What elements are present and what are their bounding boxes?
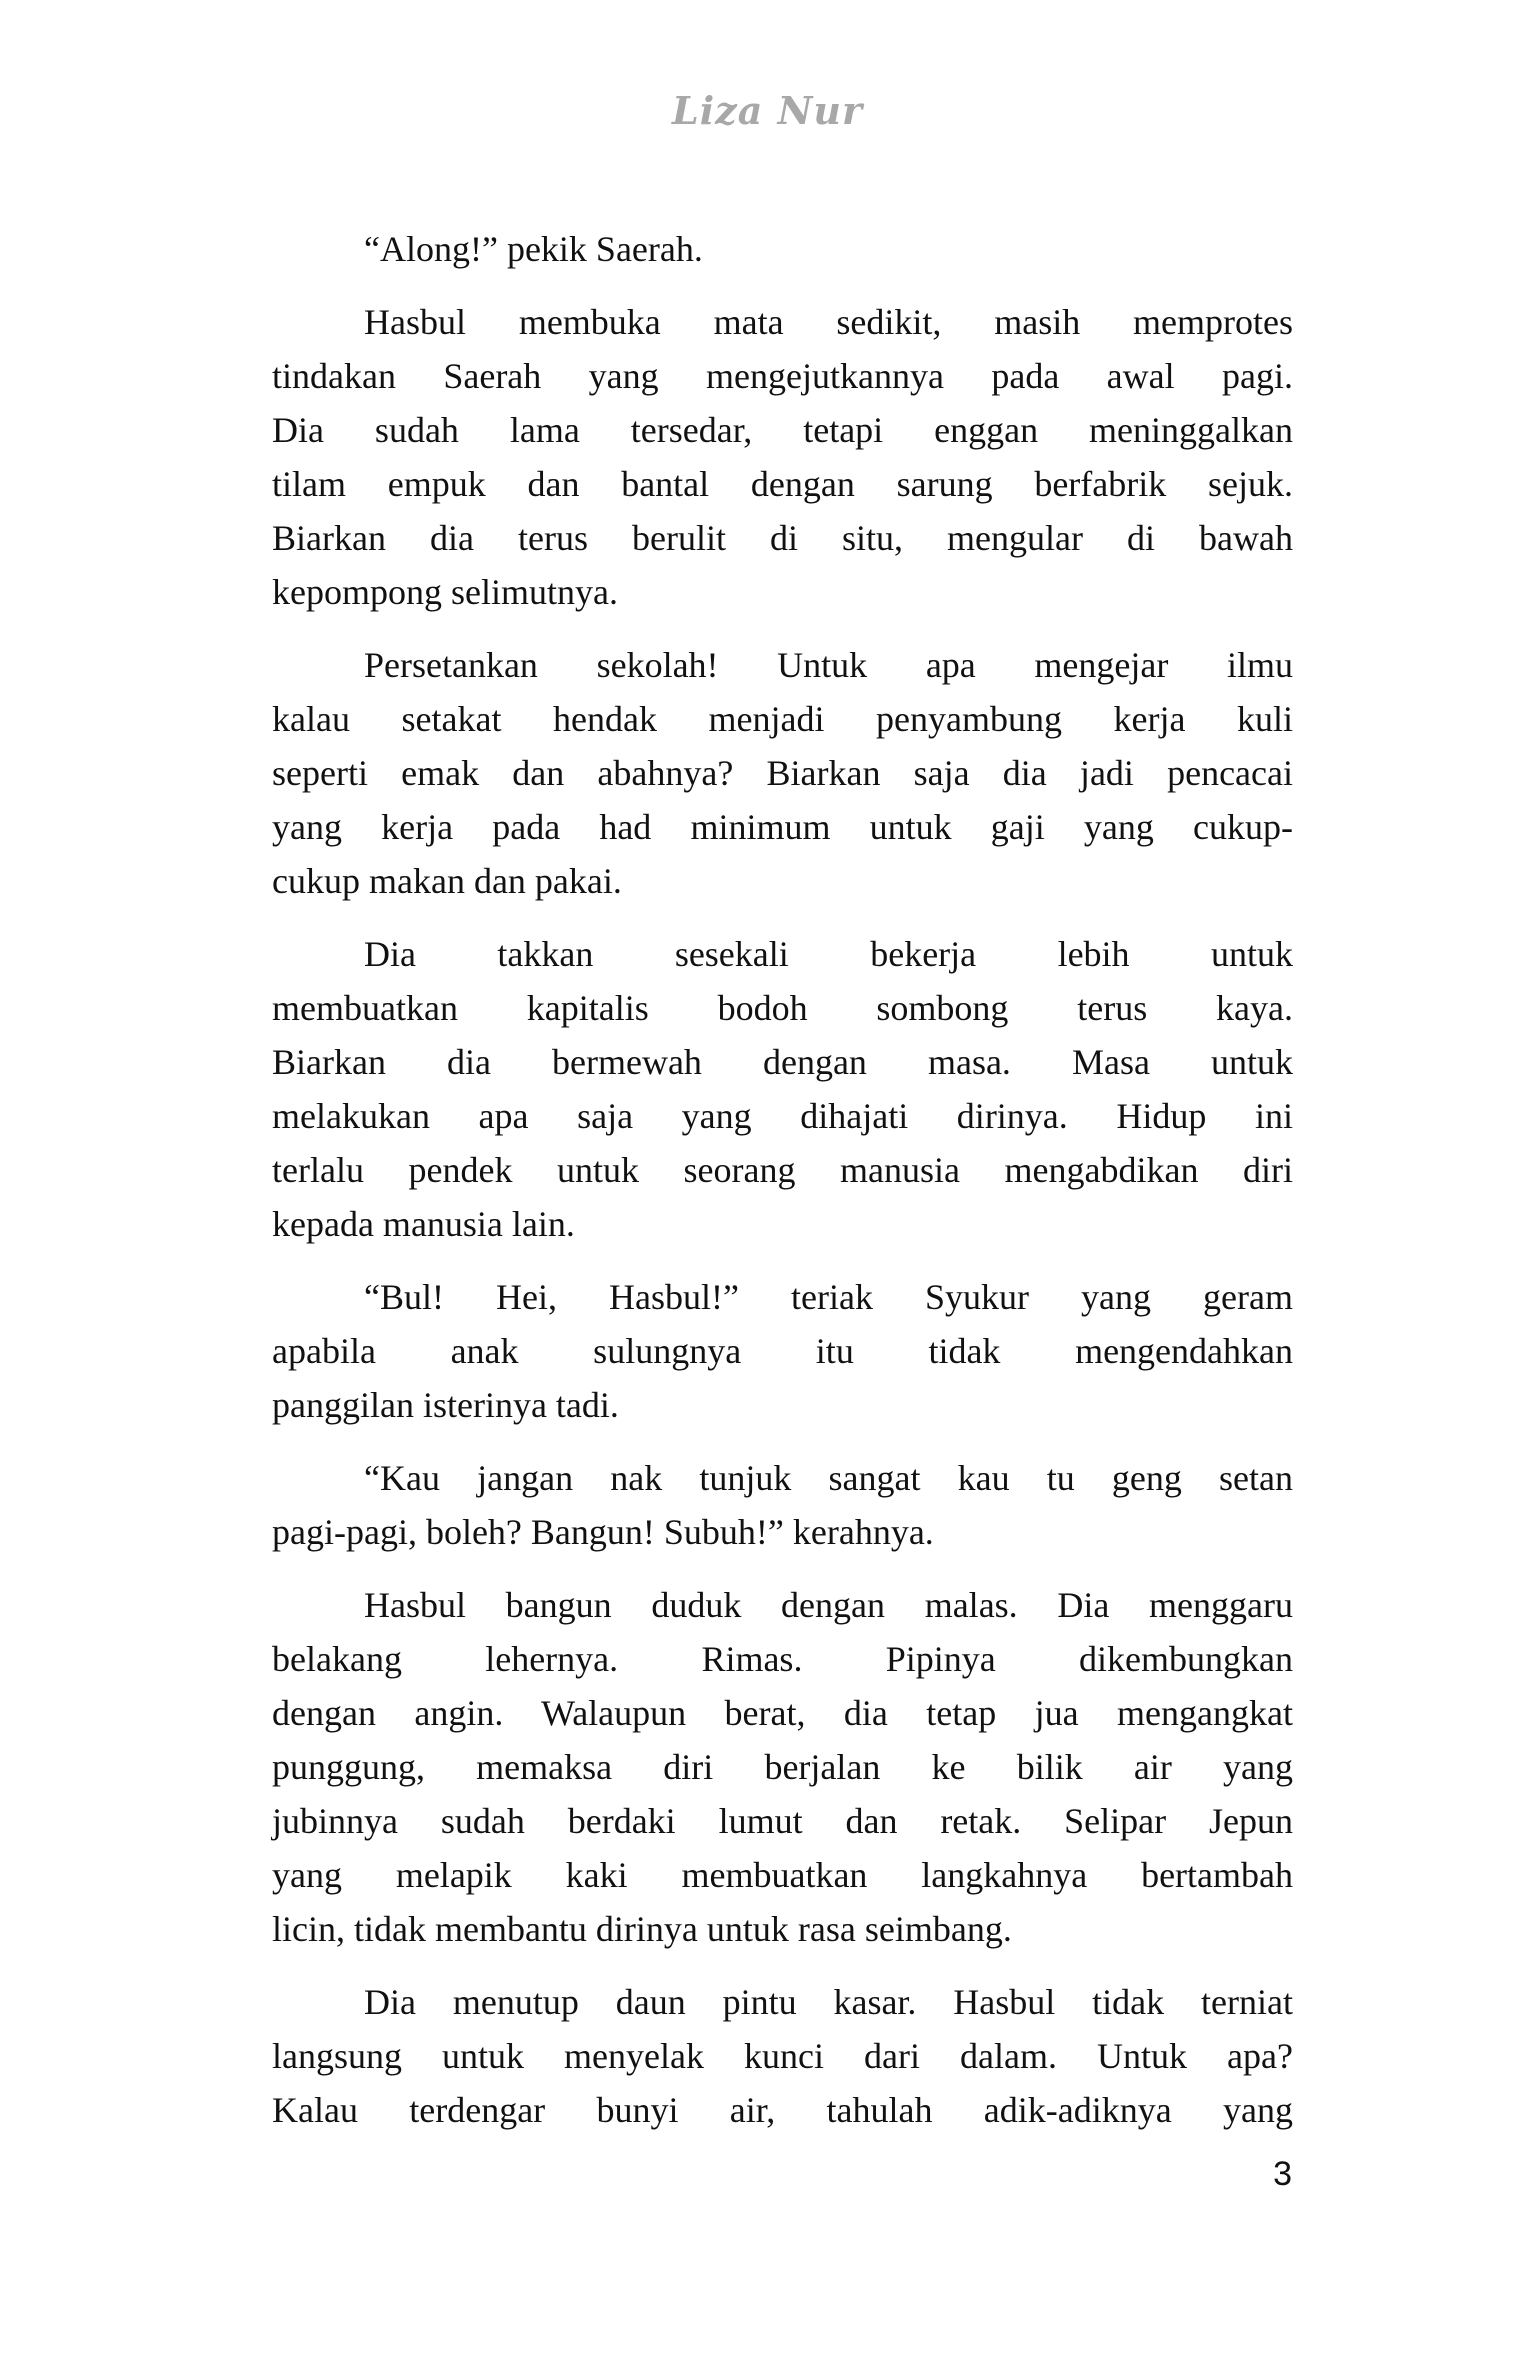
text-line: Hasbul bangun duduk dengan malas. Dia menggaru <box>364 1585 1293 1625</box>
paragraph <box>272 1578 1293 1956</box>
text-line: “Kau jangan nak tunjuk sangat kau tu geng setan <box>364 1458 1293 1498</box>
text-line: langsung untuk menyelak kunci dari dalam. Untuk apa? <box>272 2036 1293 2076</box>
text-line: yang kerja pada had minimum untuk gaji yang cukup- <box>272 807 1293 847</box>
text-line: Hasbul membuka mata sedikit, masih memprotes <box>364 302 1293 342</box>
text-line: seperti emak dan abahnya? Biarkan saja dia jadi pencacai <box>272 753 1293 793</box>
text-line: tindakan Saerah yang mengejutkannya pada awal pagi. <box>272 356 1293 396</box>
paragraph <box>272 1451 1293 1559</box>
text-line: melakukan apa saja yang dihajati dirinya. Hidup ini <box>272 1096 1293 1136</box>
text-line: licin, tidak membantu dirinya untuk rasa seimbang. <box>272 1909 1012 1949</box>
text-line: terlalu pendek untuk seorang manusia mengabdikan diri <box>272 1150 1293 1190</box>
paragraph <box>272 1270 1293 1432</box>
text-line: Dia takkan sesekali bekerja lebih untuk <box>364 934 1293 974</box>
text-line: kepada manusia lain. <box>272 1204 575 1244</box>
paragraph <box>272 295 1293 619</box>
page-number: 3 <box>1273 2155 1292 2193</box>
running-header-author: Liza Nur <box>672 88 863 133</box>
text-line: “Bul! Hei, Hasbul!” teriak Syukur yang geram <box>364 1277 1293 1317</box>
text-line: Persetankan sekolah! Untuk apa mengejar ilmu <box>364 645 1293 685</box>
text-line: membuatkan kapitalis bodoh sombong terus kaya. <box>272 988 1293 1028</box>
text-line: kalau setakat hendak menjadi penyambung kerja kuli <box>272 699 1293 739</box>
text-line: Biarkan dia bermewah dengan masa. Masa untuk <box>272 1042 1293 1082</box>
text-line: pagi-pagi, boleh? Bangun! Subuh!” kerahnya. <box>272 1512 934 1552</box>
text-line: Dia sudah lama tersedar, tetapi enggan meninggalkan <box>272 410 1293 450</box>
paragraph <box>272 222 1293 276</box>
text-line: Kalau terdengar bunyi air, tahulah adik-adiknya yang <box>272 2090 1293 2130</box>
text-line: cukup makan dan pakai. <box>272 861 622 901</box>
text-line: apabila anak sulungnya itu tidak mengendahkan <box>272 1331 1293 1371</box>
page-body-text <box>272 222 1293 2156</box>
text-line: punggung, memaksa diri berjalan ke bilik air yang <box>272 1747 1293 1787</box>
text-line: kepompong selimutnya. <box>272 572 618 612</box>
text-line: dengan angin. Walaupun berat, dia tetap jua mengangkat <box>272 1693 1293 1733</box>
text-line: Dia menutup daun pintu kasar. Hasbul tidak terniat <box>364 1982 1293 2022</box>
text-line: belakang lehernya. Rimas. Pipinya dikembungkan <box>272 1639 1293 1679</box>
text-line: tilam empuk dan bantal dengan sarung berfabrik sejuk. <box>272 464 1293 504</box>
paragraph <box>272 1975 1293 2137</box>
paragraph <box>272 927 1293 1251</box>
text-line: yang melapik kaki membuatkan langkahnya bertambah <box>272 1855 1293 1895</box>
text-line: “Along!” pekik Saerah. <box>364 229 703 269</box>
text-line: jubinnya sudah berdaki lumut dan retak. Selipar Jepun <box>272 1801 1293 1841</box>
text-line: Biarkan dia terus berulit di situ, mengular di bawah <box>272 518 1293 558</box>
paragraph <box>272 638 1293 908</box>
text-line: panggilan isterinya tadi. <box>272 1385 619 1425</box>
